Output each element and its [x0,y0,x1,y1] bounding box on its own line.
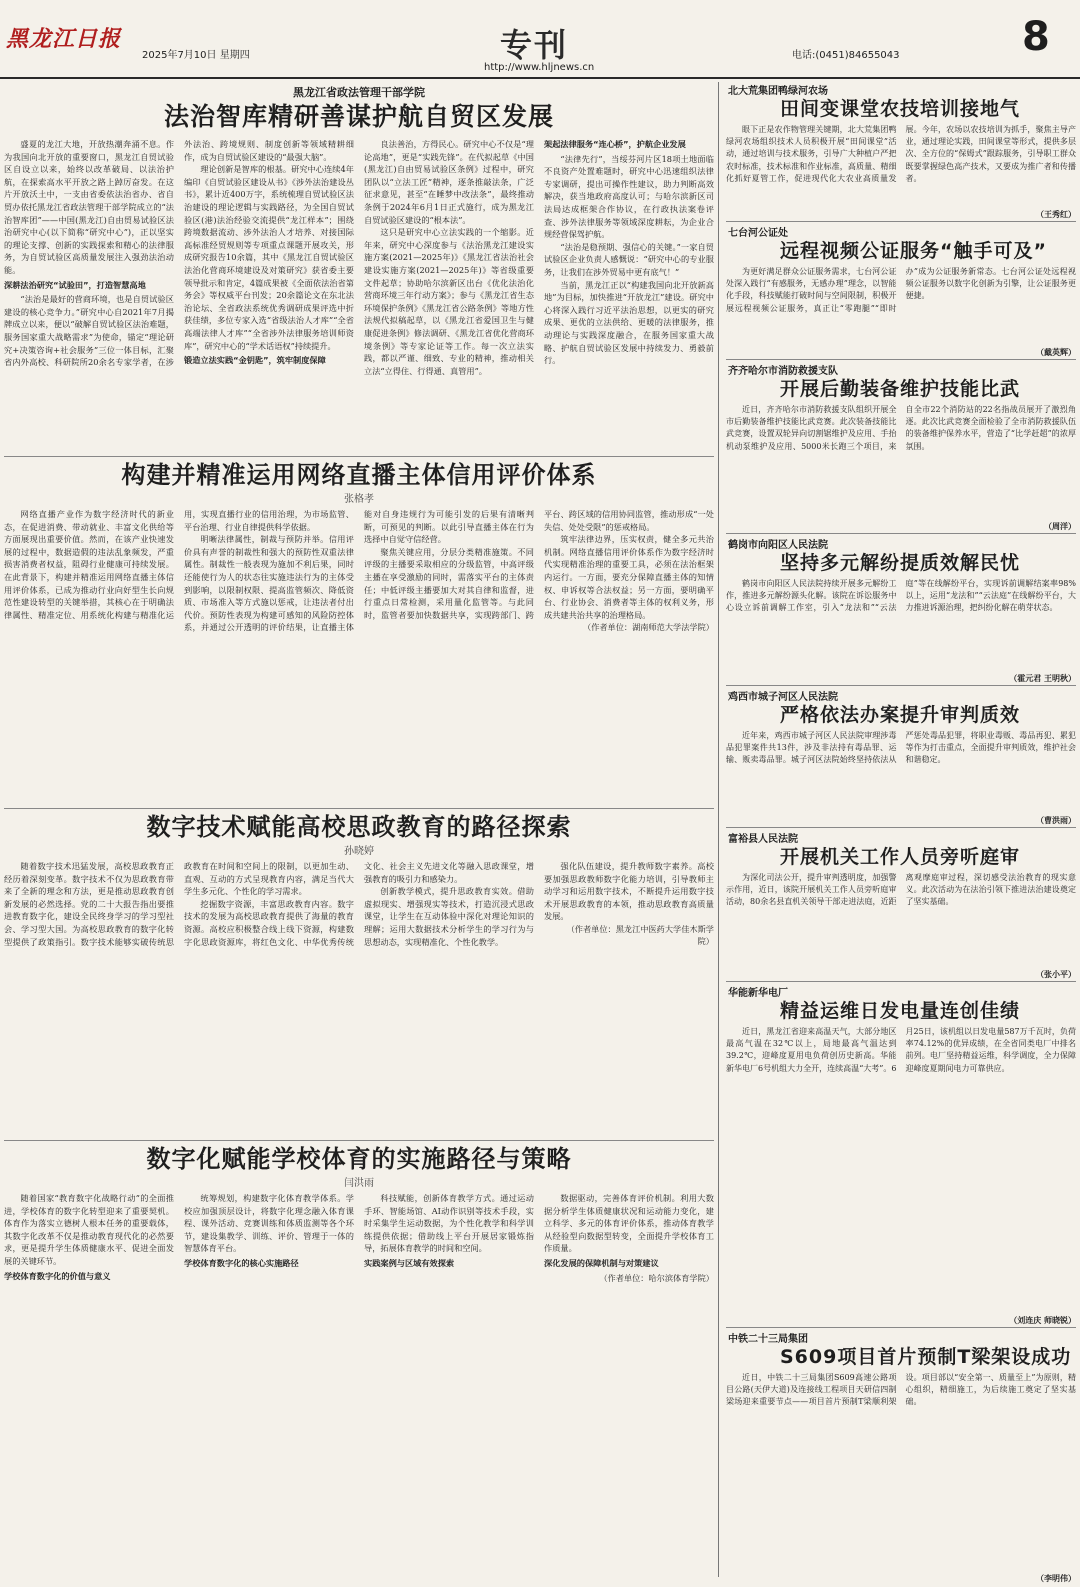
paragraph: 随着数字技术迅猛发展，高校思政教育正经历着深刻变革。数字技术不仅为思政教育带来了全新的理念和方法，更是推动思政教育创新发展的必然选择。党的二十大报告指出要推进教育数字化，建设全民终身学习的学习型社会、学习型大国。为高校思政教育的数字化转型提供了政策指引。数字技术能够实破传统思政教育在时间和空间上的限制，以更加生动、直观、互动的方式呈现教育内容，满足当代大学生多元化、个性化的学习需求。 [4,861,354,947]
brief-author: （戴英辉） [1036,347,1076,357]
paragraph: 这只是研究中心立法实践的一个缩影。近年来，研究中心深度参与《法治黑龙江建设实施方案(2021—2025年)》《黑龙江省法治社会建设实施方案(2021—2025年)》等省级重要文件起草；协助哈尔滨新区出台《优化法治化营商环境三年行动方案》；参与《黑龙江省生态环境保护条例》《黑龙江省公路条例》等地方性法规代拟稿起草，以《黑龙江省爱国卫生与健康促进条例》修法调研、《黑龙江省优化营商环境条例》等专家论证等工作。每一次立法实践，都以严谨、细致、专业的精神，推动相关立法“立得住、行得通、真管用”。 [364,227,534,376]
brief-headline: 开展机关工作人员旁听庭审 [780,846,1021,868]
paragraph: 理论创新是智库的根基。研究中心连续4年编印《自贸试验区建设从书》《涉外法治建设丛书》，累计近400万字，系统梳理自贸试验区法治建设的理论逻辑与实践路径，为全国自贸试验区(港)法治经验交流提供“龙江样本”；围绕跨境数据流动、涉外法治人才培养、对接国际高标准经贸规则等专项重点课题开展攻关，形成研究报告10余篇，其中《黑龙江自贸试验区法治化营商环境建设及对策研究》获省委主要领导批示和肯定，4篇成果被《全面依法治省第务会》等权威平台刊发；20余篇论文在东北法治论坛、全省政法系统优秀调研成果评选中折获佳绩，多位专家入选“省级法治人才库”“全省高端法律人才库”“全省涉外法律服务培训师资库”，研究中心的“学术话语权”持续提升。 [184,164,354,351]
brief-headline: 田间变课堂农技培训接地气 [780,98,1021,120]
paragraph: 明晰法律属性，制裁与预防并举。信用评价具有声誉的制裁性和强大的预防性双重法律属性。制裁性一般表现为施加不利后果，同时还能使行为人的状态往实施违法行为的主体受到影响，以限制权限、提高监管频次、降低资质、市场准入等方式施以惩戒，让违法者付出代价。预防性表现为构建可感知的风险防控体系，并通过公开透明的评价结果，让直播主体能对自身违规行为可能引发的后果有清晰判断，可预见的判断。以此引导直播主体在行为选择中自觉守信经营。 [184,509,534,633]
brief-headline: 开展后勤装备维护技能比武 [780,378,1021,400]
paragraph: 统筹规划，构建数字化体育教学体系。学校应加强顶层设计，将数字化理念融入体育课程、课外活动、竞赛训练和体质监测等各个环节，建设集教学、训练、评价、管理于一体的智慧体育平台。 [184,1193,354,1254]
paragraph: 强化队伍建设，提升教师数字素养。高校要加强思政教师数字化能力培训，引导教师主动学习和运用数字技术，不断提升运用数字技术开展思政教育的本领，推动思政教育高质量发展。 [544,861,714,922]
page-number: 8 [1022,14,1050,60]
section-title: 专刊 [500,26,569,64]
section-divider [4,808,714,809]
section-divider [4,456,714,457]
brief-body [726,1372,1076,1572]
author-affiliation: （作者单位：湖南师范大学法学院） [582,622,714,633]
paragraph: 当前，黑龙江正以“构建我国向北开放新高地”为目标，加快推进“开放龙江”建设。研究中心将深入践行习近平法治思想，以更实的研究成果、更优的立法供给、更暖的法律服务，推动理论与实践深度融合，在服务国家重大战略、护航自贸试验区发展中持续发力、勇毅前行。 [544,279,714,366]
paragraph: 网络直播产业作为数字经济时代的新业态，在促进消费、带动就业、丰富文化供给等方面展现出重要价值。然而，在该产业快速发展的过程中，数据造假的违法乱象频发，严重损害消费者权益，阻碍行业健康可持续发展。在此背景下，构建并精准运用网络直播主体信用评价体系，已成为推动行业向好型生长向规范性建设转型的关键举措，其核心在于明确法律属性、精准定位、用系统化构建与精准化运用，实现直播行业的信用治理，为市场监管、平台治理、行业自律提供科学依据。 [4,509,354,620]
subheading: 深耕法治研究“试验田”，打造智慧高地 [4,279,146,290]
paragraph: 眼下正是农作物管理关键期，北大荒集团鸭绿河农场组织技术人员积极开展“田间课堂”活动，通过培训与技术服务，引导广大种植户严把农时标准，技术标准和作业标准，高质量、精细化抓好夏管工作，促进现代化大农业高质量发展。今年，农场以农技培训为抓手，聚焦主导产业，通过理论实践，田间课堂等形式，提供多层次、全方位的“保姆式”跟踪服务，引导职工群众既要掌握绿色高产技术，又要成为推广者和传播者。 [726,125,1076,183]
column-divider [718,82,719,1577]
paragraph: “法治是最好的营商环境，也是自贸试验区建设的核心竞争力。”研究中心自2021年7月揭牌成立以来，便以“破解自贸试验区法治难题，服务国家重大战略需求”为使命，锚定“理论研究+决策咨询+社会服务”三位一体目标，汇聚省内外高校、科研院所20余名专家学者，在涉外法治、跨境规则、制度创新等领域精耕细作，成为自贸试验区建设的“最强大脑”。 [4,139,354,368]
article-author: 孙晓婷 [344,846,374,857]
brief-author: （霍元君 王明秋） [1009,673,1076,683]
newspaper-logo: 黑龙江日报 [6,26,122,52]
article-body [4,138,714,452]
paragraph: 为深化司法公开，提升审判透明度，加强警示作用，近日，该院开展机关工作人员旁听庭审活动，80余名县直机关领导干部走进法庭，近距离观摩庭审过程，深切感受法治教育的现实意义。此次活动为在法治引领下推进法治建设奠定了坚实基础。 [726,873,1076,907]
paragraph: 良法善治，方得民心。研究中心不仅是“理论高地”，更是“实践先锋”。在代拟起草《中国(黑龙江)自由贸易试验区条例》过程中，研究团队以“立法工匠”精神，逐条推敲法条，广泛征求意见，甚至“在睡梦中改法条”，最终推动条例于2024年6月1日正式施行，成为黑龙江自贸试验区建设的“根本法”。 [364,139,534,225]
brief-headline: S609项目首片预制T梁架设成功 [780,1346,1072,1368]
paragraph: 数据驱动，完善体育评价机制。利用大数据分析学生体质健康状况和运动能力变化，建立科学、多元的体育评价体系，推动体育教学从经验型向数据型转变，全面提升学校体育工作质量。 [544,1193,714,1254]
brief-power-plant [726,982,1076,1326]
article-headline: 法治智库精研善谋护航自贸区发展 [163,102,554,131]
subheading: 学校体育数字化的价值与意义 [4,1270,111,1281]
brief-kicker: 鹤岗市向阳区人民法院 [728,540,828,551]
paragraph: 盛夏的龙江大地，开放热潮奔涌不息。作为我国向北开放的重要窗口，黑龙江自贸试验区自设立以来，始终以改革破局、以法治护航，在探索高水平开放之路上踔厉奋发。在这片开放沃土中，一支由省委依法治省办、省自贸办依托黑龙江省政法管理干部学院成立的“法治智库团”——中国(黑龙江)自由贸易试验区法治研究中心(以下简称“研究中心”)，正以坚实的理论支撑、创新的实践探索和精心的法律服务，为自贸试验区高质量发展注入强劲法治动能。 [4,139,174,275]
paragraph: “法律先行”，当绥芬河片区18项土地面临不良资产处置难题时，研究中心迅速组织法律专家调研，提出可操作性建议，助力判断高效解决，获当地政府高度认可；与哈尔滨新区司法局达成框架合作协议，在行政执法案卷评查、涉外法律服务等领域深度耕耘，为企业合规经营保驾护航。 [544,153,714,240]
contact-phone: 电话:(0451)84655043 [792,50,900,61]
subheading: 深化发展的保障机制与对策建议 [544,1257,659,1268]
brief-body [726,266,1076,346]
article-digital-ideological-education [4,812,714,1137]
brief-kicker: 华能新华电厂 [728,988,788,999]
brief-kicker: 富裕县人民法院 [728,834,798,845]
author-affiliation: （作者单位：黑龙江中医药大学佳木斯学院） [566,923,714,946]
article-author: 闫洪雨 [344,1178,374,1189]
brief-kicker: 七台河公证处 [728,228,788,239]
article-live-streaming-credit [4,460,714,805]
section-divider [4,1140,714,1141]
article-legal-think-tank [4,82,714,452]
subheading: 学校体育数字化的核心实施路径 [184,1257,299,1268]
paragraph: 近日，中铁二十三局集团S609高速公路项目公路(天伊大道)及连接线工程项目天研信四制梁场迎来重要节点——项目首片预制T梁顺利架设。项目部以“安全第一、质量至上”为原则，精心组织，精细施工，为后续施工奠定了坚实基础。 [726,1373,1076,1407]
website-url[interactable]: http://www.hljnews.cn [484,62,595,73]
brief-body [726,1026,1076,1314]
paragraph: 近日，黑龙江省迎来高温天气，大部分地区最高气温在32℃以上，局地最高气温达到39.2℃，迎峰度夏用电负荷创历史新高。华能新华电厂6号机组大力全开，连续高温“大考”。6月25日，该机组以日发电量587万千瓦时，负荷率74.12%的优异成绩，在全省同类电厂中排名前列。电厂坚持精益运维，科学调度，全力保障迎峰度夏期间电力可靠供应。 [726,1027,1076,1073]
masthead [0,0,1080,80]
article-digital-school-sports [4,1144,714,1584]
brief-headline: 精益运维日发电量连创佳绩 [780,1000,1021,1022]
brief-author: （曹洪雨） [1036,815,1076,825]
brief-dispute-resolution [726,534,1076,684]
brief-kicker: 中铁二十三局集团 [728,1334,808,1345]
paragraph: 近年来，鸡西市城子河区人民法院审理涉毒品犯罪案件共13件，涉及非法持有毒品罪、运输、贩卖毒品罪。城子河区法院始终坚持依法从严惩处毒品犯罪，将职业毒贩、毒品再犯、累犯等作为打击重点，全面提升审判质效，维护社会和谐稳定。 [726,731,1076,765]
article-body [4,508,714,798]
article-kicker: 黑龙江省政法管理干部学院 [293,86,425,99]
paragraph: “法治是稳预期、强信心的关键。”一家自贸试验区企业负责人感慨说：“研究中心的专业服务，让我们在涉外贸易中更有底气！” [544,241,714,277]
subheading: 架起法律服务“连心桥”，护航企业发展 [544,139,686,149]
issue-date: 2025年7月10日 星期四 [142,50,250,61]
paragraph: 挖掘数字资源，丰富思政教育内容。数字技术的发展为高校思政教育提供了海量的教育资源。高校应积极整合线上线下资源，构建数字化思政资源库，将红色文化、中华优秀传统文化、社会主义先进文化等融入思政课堂，增强教育的吸引力和感染力。 [184,861,534,947]
article-author: 张格孝 [344,494,374,505]
brief-author: （刘连庆 师晓锐） [1009,1315,1076,1325]
subheading: 实践案例与区域有效探索 [364,1257,455,1268]
brief-t-beam-project [726,1328,1076,1584]
paragraph: 筑牢法律边界，压实权责，健全多元共治机制。网络直播信用评价体系作为数字经济时代实现精准治理的重要工具，必须在法治框架内运行。一方面，要充分保障直播主体的知情权、申诉权等合法权益；另一方面，要明确平台、行业协会、消费者等主体的权利义务，形成共建共治共享的治理格局。 [544,534,714,620]
article-headline: 数字化赋能学校体育的实施路径与策略 [146,1145,572,1173]
brief-kicker: 北大荒集团鸭绿河农场 [728,86,828,97]
brief-farm-training [726,80,1076,220]
article-headline: 构建并精准运用网络直播主体信用评价体系 [121,461,597,489]
brief-author: （张小平） [1036,969,1076,979]
paragraph: 为更好满足群众公证服务需求，七台河公证处深入践行“有感服务，无感办理”理念，以智能化手段，科技赋能打破时间与空间限制，积极开展远程视频公证服务，真正让“零跑腿”“即时办”成为公证服务新常态。七台河公证处远程视频公证服务以数字化创新为引擎，让公证服务更便捷。 [726,267,1076,313]
paragraph: 近日，齐齐哈尔市消防救援支队组织开展全市后勤装备维护技能比武竞赛。此次装备技能比武竞赛，设置双轮异向切割锯维护及应用、手抬机动泵维护及应用、5000米长跑三个项目，来自全市22个消防站的22名指战员展开了激烈角逐。此次比武竞赛全面检验了全市消防救援队伍的装备维护保养水平，营造了“比学赶超”的浓厚氛围。 [726,405,1076,451]
paragraph: 随着国家“教育数字化战略行动”的全面推进，学校体育的数字化转型迎来了重要契机。体育作为落实立德树人根本任务的重要载体，其数字化改革不仅是推动教育现代化的必然要求，更是提升学生体质健康水平、促进全面发展的关键环节。 [4,1193,174,1266]
brief-kicker: 齐齐哈尔市消防救援支队 [728,366,838,377]
paragraph: 鹤岗市向阳区人民法院持续开展多元解纷工作，推进多元解纷源头化解。该院在诉讼服务中心设立诉前调解工作室，引入“龙法和”“云法庭”等在线解纷平台，实现诉前调解结案率98%以上，运用“龙法和”“云法庭”在线解纷平台，大力推进诉源治理，把纠纷化解在萌芽状态。 [726,579,1076,613]
article-headline: 数字技术赋能高校思政教育的路径探索 [146,813,572,841]
paragraph: 科技赋能，创新体育教学方式。通过运动手环、智能场馆、AI动作识别等技术手段，实时采集学生运动数据，为个性化教学和科学训练提供依据；借助线上平台开展居家锻炼指导，拓展体育教学的时间和空间。 [364,1193,534,1254]
brief-author: （王秀红） [1036,209,1076,219]
masthead-divider [0,77,1080,79]
brief-court-observation [726,828,1076,980]
article-body [4,860,714,1132]
brief-author: （李明伟） [1036,1573,1076,1583]
brief-body [726,730,1076,814]
paragraph: 创新教学模式，提升思政教育实效。借助虚拟现实、增强现实等技术，打造沉浸式思政课堂，让学生在互动体验中深化对理论知识的理解；运用大数据技术分析学生的学习行为与思想动态，实现精准化、个性化教学。 [364,886,534,947]
subheading: 锻造立法实践“金钥匙”，筑牢制度保障 [184,355,326,366]
brief-body [726,872,1076,968]
brief-fire-rescue-contest [726,360,1076,532]
brief-headline: 远程视频公证服务“触手可及” [780,240,1047,262]
brief-author: （周洋） [1044,521,1076,531]
brief-body [726,578,1076,672]
article-body [4,1192,714,1580]
brief-body [726,404,1076,520]
brief-court-trial-quality [726,686,1076,826]
author-affiliation: （作者单位：哈尔滨体育学院） [599,1272,714,1283]
brief-headline: 坚持多元解纷提质效解民忧 [780,552,1021,574]
paragraph: 聚焦关键应用，分层分类精准施策。不同评级的主播要采取相应的分级监管，中高评级主播在享受激励的同时，需落实平台的主体责任；中低评级主播要加大对其自律和监督，进行重点日常检测，采用量化监管等。与此同时，监管者要加快数据共享，实现跨部门、跨平台、跨区域的信用协同监管，推动形成“一处失信、处处受限”的惩戒格局。 [364,509,714,620]
brief-kicker: 鸡西市城子河区人民法院 [728,692,838,703]
brief-headline: 严格依法办案提升审判质效 [780,704,1021,726]
brief-body [726,124,1076,208]
brief-notary-video [726,222,1076,358]
